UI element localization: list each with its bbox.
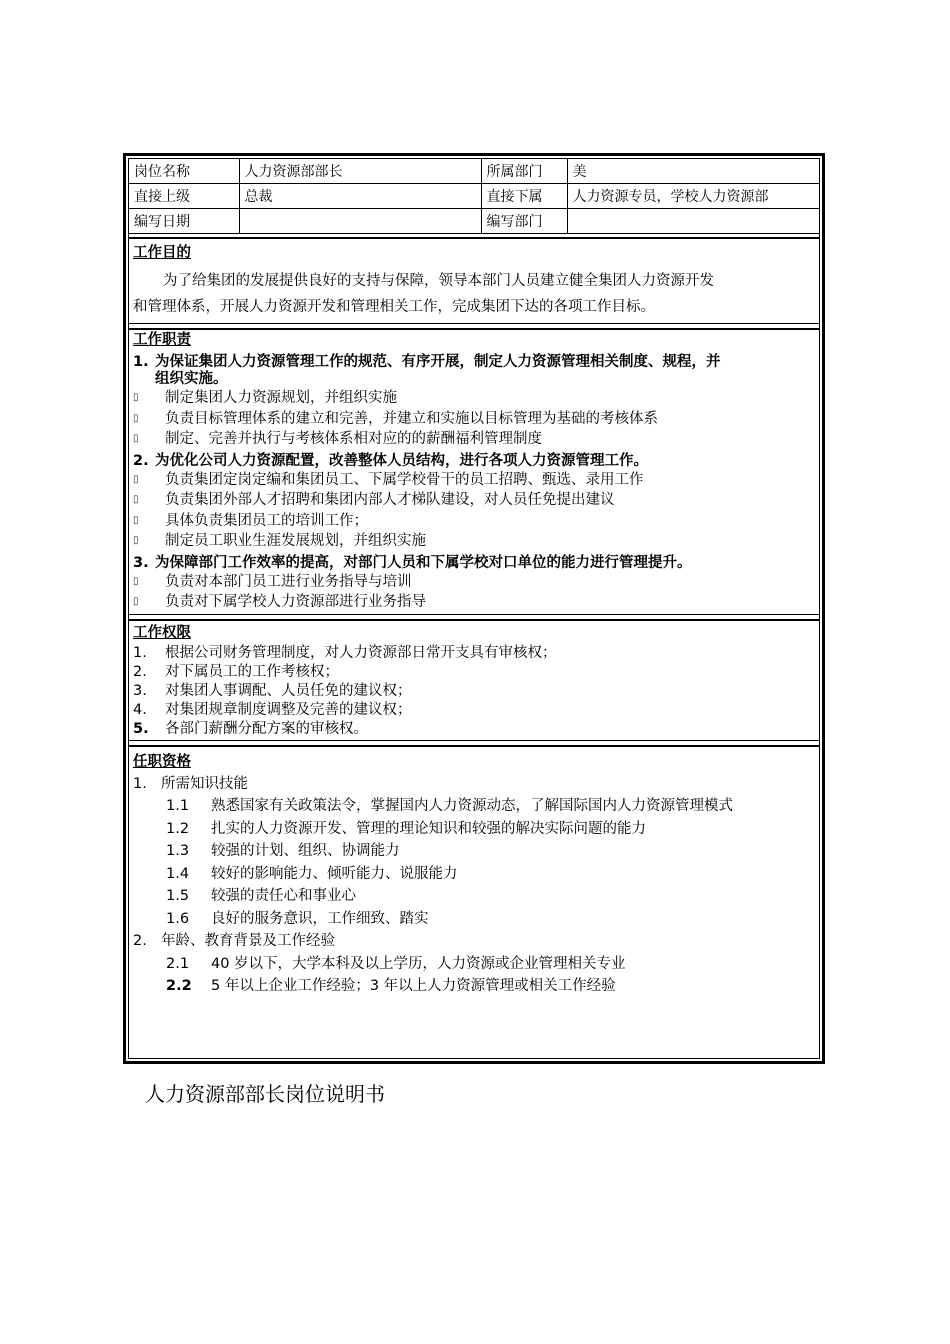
list-item-number: 2.1	[166, 955, 190, 972]
list-item	[133, 682, 819, 701]
duty-group-heading	[133, 354, 819, 388]
list-item-text: 制定、完善并执行与考核体系相对应的的薪酬福利管理制度	[165, 431, 542, 447]
list-item-text: 负责对本部门员工进行业务指导与培训	[165, 573, 412, 590]
list-item	[133, 908, 819, 931]
list-item-number: 1.3	[166, 843, 190, 859]
label-written-date: 编写日期	[129, 209, 239, 234]
divider	[129, 323, 819, 330]
list-item	[133, 701, 819, 720]
bullet-box-icon: ▯	[133, 514, 139, 526]
label-written-dept: 编写部门	[481, 209, 567, 234]
purpose-text-line-1: 为了给集团的发展提供良好的支持与保障，领导本部门人员建立健全集团人力资源开发	[163, 273, 714, 289]
list-item	[133, 863, 819, 886]
list-item-text: 扎实的人力资源开发、管理的理论知识和较强的解决实际问题的能力	[211, 820, 646, 837]
document-title: 人力资源部部长岗位说明书	[145, 1082, 385, 1106]
list-item	[133, 840, 819, 863]
bullet-box-icon: ▯	[133, 412, 139, 424]
value-direct-subordinates: 人力资源专员，学校人力资源部	[567, 184, 819, 209]
bullet-box-icon: ▯	[133, 494, 139, 505]
list-item-number: 1.4	[166, 865, 190, 882]
duty-group-number: 3.	[133, 554, 149, 571]
list-item	[133, 388, 819, 409]
duty-group-text	[155, 354, 721, 388]
list-item-text: 负责集团定岗定编和集团员工、下属学校骨干的员工招聘、甄选、录用工作	[165, 471, 644, 488]
list-item-text: 负责目标管理体系的建立和完善，并建立和实施以目标管理为基础的考核体系	[165, 410, 658, 427]
list-item-text: 负责对下属学校人力资源部进行业务指导	[165, 594, 426, 610]
duty-group-number: 2.	[133, 452, 149, 469]
list-item-text: 良好的服务意识，工作细致、踏实	[211, 910, 429, 927]
list-item	[133, 572, 819, 593]
list-item-text: 制定集团人力资源规划，并组织实施	[165, 390, 397, 406]
divider	[129, 614, 819, 621]
list-item-number: 1.2	[166, 820, 190, 837]
list-item-text: 根据公司财务管理制度，对人力资源部日常开支具有审核权；	[165, 644, 557, 661]
table-row	[129, 209, 819, 234]
section-title: 工作职责	[133, 332, 191, 348]
bullet-box-icon: ▯	[133, 535, 139, 546]
list-item	[133, 644, 819, 663]
duty-group-text: 为优化公司人力资源配置，改善整体人员结构，进行各项人力资源管理工作。	[155, 452, 648, 469]
list-item-text: 所需知识技能	[161, 775, 248, 792]
list-item-number: 1.	[133, 775, 147, 792]
job-description-frame	[123, 153, 825, 1064]
divider	[129, 234, 819, 239]
list-item-number: 5.	[133, 720, 149, 737]
section-title: 任职资格	[133, 753, 191, 770]
list-item-number: 2.	[133, 933, 147, 949]
list-item-number: 1.	[133, 644, 147, 661]
value-written-date	[239, 209, 481, 234]
list-item-number: 1.6	[166, 910, 190, 927]
list-item	[133, 663, 819, 682]
section-work-duties	[129, 330, 819, 613]
list-item	[133, 975, 819, 998]
list-item-text: 5 年以上企业工作经验；3 年以上人力资源管理或相关工作经验	[211, 978, 616, 994]
list-item-text: 较强的责任心和事业心	[211, 888, 356, 904]
list-item-text: 对集团规章制度调整及完善的建议权；	[165, 701, 412, 718]
list-item	[133, 818, 819, 841]
duty-group-text: 为保障部门工作效率的提高，对部门人员和下属学校对口单位的能力进行管理提升。	[155, 554, 692, 571]
duty-group-heading	[133, 555, 819, 572]
list-item-text: 对下属员工的工作考核权；	[165, 663, 339, 680]
duty-group-text-line-2: 组织实施。	[155, 371, 228, 387]
bullet-box-icon: ▯	[133, 596, 139, 607]
section-work-purpose	[129, 243, 819, 320]
list-item-text: 负责集团外部人才招聘和集团内部人才梯队建设，对人员任免提出建议	[165, 492, 615, 508]
list-item-number: 2.	[133, 663, 147, 680]
divider	[129, 740, 819, 747]
bullet-box-icon: ▯	[133, 473, 139, 485]
list-item-text: 较好的影响能力、倾听能力、说服能力	[211, 865, 458, 882]
label-department: 所属部门	[481, 159, 567, 184]
list-item-text: 年龄、教育背景及工作经验	[161, 933, 335, 949]
purpose-text-line-2: 和管理体系，开展人力资源开发和管理相关工作，完成集团下达的各项工作目标。	[133, 299, 655, 315]
table-row	[129, 159, 819, 184]
list-item-text: 具体负责集团员工的培训工作；	[165, 512, 368, 529]
position-info-table	[129, 159, 819, 234]
list-item	[133, 930, 819, 953]
table-row	[129, 184, 819, 209]
bullet-box-icon: ▯	[133, 392, 139, 403]
list-item	[133, 773, 819, 796]
value-department: 美	[567, 159, 819, 184]
list-item-text: 40 岁以下，大学本科及以上学历，人力资源或企业管理相关专业	[211, 955, 626, 972]
section-work-authority	[129, 623, 819, 739]
label-direct-subordinates: 直接下属	[481, 184, 567, 209]
list-item	[133, 429, 819, 450]
list-item	[133, 490, 819, 511]
label-direct-superior: 直接上级	[129, 184, 239, 209]
list-item-number: 1.1	[166, 798, 190, 814]
list-item	[133, 953, 819, 976]
list-item-text: 制定员工职业生涯发展规划，并组织实施	[165, 533, 426, 549]
value-direct-superior: 总裁	[239, 184, 481, 209]
list-item-text: 熟悉国家有关政策法令，掌握国内人力资源动态，了解国际国内人力资源管理模式	[211, 798, 733, 814]
list-item	[133, 511, 819, 532]
list-item	[133, 885, 819, 908]
list-item-text: 各部门薪酬分配方案的审核权。	[165, 720, 368, 737]
list-item	[133, 720, 819, 739]
list-item	[133, 592, 819, 613]
list-item-number: 4.	[133, 701, 147, 718]
value-position-name: 人力资源部部长	[239, 159, 481, 184]
duty-group-number: 1.	[133, 354, 149, 370]
list-item-text: 较强的计划、组织、协调能力	[211, 843, 400, 859]
list-item-text: 对集团人事调配、人员任免的建议权；	[165, 682, 412, 699]
list-item	[133, 795, 819, 818]
value-written-dept	[567, 209, 819, 234]
list-item-number: 2.2	[166, 978, 192, 994]
duty-group-text-line-1: 为保证集团人力资源管理工作的规范、有序开展，制定人力资源管理相关制度、规程，并	[155, 354, 721, 370]
job-description-body	[128, 158, 820, 1059]
list-item	[133, 531, 819, 552]
bullet-box-icon: ▯	[133, 433, 139, 444]
duty-group-heading	[133, 453, 819, 470]
list-item	[133, 409, 819, 430]
list-item-number: 1.5	[166, 888, 190, 904]
label-position-name: 岗位名称	[129, 159, 239, 184]
section-title: 工作目的	[133, 245, 191, 261]
list-item	[133, 470, 819, 491]
section-title: 工作权限	[133, 624, 191, 641]
bullet-box-icon: ▯	[133, 575, 139, 587]
section-qualifications	[129, 752, 819, 998]
list-item-number: 3.	[133, 682, 147, 699]
